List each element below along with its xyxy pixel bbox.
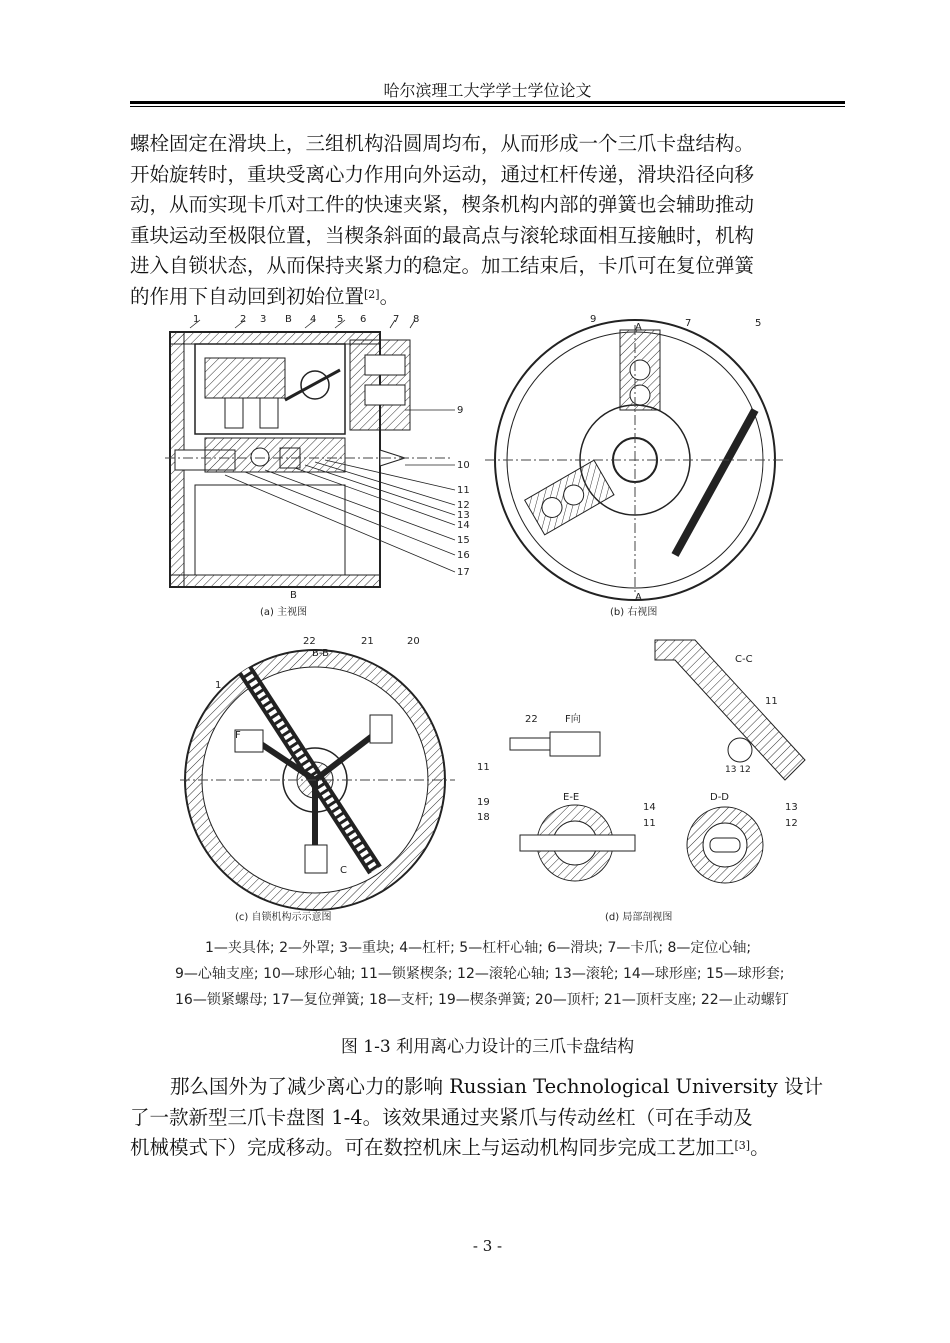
svg-text:12: 12 [457,500,470,511]
citation-3[interactable]: [3] [734,1139,751,1152]
subcaption-a: (a) 主视图 [260,607,308,618]
p1-line-4: 重块运动至极限位置，当楔条斜面的最高点与滚轮球面相互接触时，机构 [130,223,755,247]
svg-text:20: 20 [407,636,420,647]
svg-text:13: 13 [457,510,470,521]
label-f: F向 [565,714,581,725]
legend-line-2: 9—心轴支座; 10—球形心轴; 11—锁紧楔条; 12—滚轮心轴; 13—滚轮; 14—球形座; 15—球形套; [175,966,785,982]
label-cc: C-C [735,654,753,665]
svg-text:B: B [285,314,292,325]
svg-text:8: 8 [413,314,420,325]
subcaption-d: (d) 局部剖视图 [605,912,673,923]
p1-line-3: 动，从而实现卡爪对工件的快速夹紧，楔条机构内部的弹簧也会辅助推动 [130,193,755,216]
svg-text:C: C [340,865,347,876]
svg-text:F: F [235,730,241,741]
svg-text:12: 12 [785,818,798,829]
p2-line-1: 那么国外为了减少离心力的影响 Russian Technological University 设计 [170,1075,823,1098]
view-c-selflock [180,636,490,923]
svg-text:A: A [635,322,642,333]
page-header: 哈尔滨理工大学学士学位论文 [383,81,592,100]
svg-text:1: 1 [215,680,222,691]
citation-2[interactable]: [2] [364,287,380,301]
svg-text:13 12: 13 12 [725,765,751,775]
page-number: - 3 - [472,1237,503,1255]
svg-text:3: 3 [260,314,267,325]
svg-text:18: 18 [477,812,490,823]
svg-text:16: 16 [457,550,470,561]
label-dd: D-D [710,792,730,803]
svg-text:22: 22 [525,714,538,725]
subcaption-b: (b) 右视图 [610,607,658,618]
figure-legend [175,939,789,1008]
view-b-right [485,314,785,618]
svg-text:11: 11 [457,485,470,496]
figure-caption: 图 1-3 利用离心力设计的三爪卡盘结构 [340,1037,635,1057]
svg-text:11: 11 [765,696,778,707]
svg-text:21: 21 [361,636,374,647]
svg-text:5: 5 [755,318,762,329]
p1-line-1: 螺栓固定在滑块上，三组机构沿圆周均布，从而形成一个三爪卡盘结构。 [130,132,755,155]
svg-text:10: 10 [457,460,470,471]
subcaption-c: (c) 自锁机构示示意图 [235,912,332,923]
svg-text:5: 5 [337,314,344,325]
svg-text:14: 14 [643,802,656,813]
p1-line-6: 的作用下自动回到初始位置[2]。 [130,284,400,308]
p2-line-3: 机械模式下）完成移动。可在数控机床上与运动机构同步完成工艺加工[3]。 [130,1136,770,1159]
svg-text:1: 1 [193,314,200,325]
svg-text:15: 15 [457,535,470,546]
svg-text:2: 2 [240,314,247,325]
svg-text:B: B [290,590,297,601]
svg-text:9: 9 [457,405,464,416]
view-a-front [165,314,470,618]
svg-text:A: A [635,592,642,603]
svg-text:4: 4 [310,314,317,325]
svg-text:17: 17 [457,567,470,578]
svg-text:11: 11 [477,762,490,773]
paragraph-2 [130,1072,845,1164]
svg-text:13: 13 [785,802,798,813]
legend-line-3: 16—锁紧螺母; 17—复位弹簧; 18—支杆; 19—楔条弹簧; 20—顶杆; 21—顶杆支座; 22—止动螺钉 [175,992,789,1008]
svg-text:19: 19 [477,797,490,808]
header-rule-thin [130,106,845,107]
label-ee: E-E [563,792,580,803]
p1-line-5: 进入自锁状态，从而保持夹紧力的稳定。加工结束后，卡爪可在复位弹簧 [130,254,755,277]
svg-text:14: 14 [457,520,470,531]
svg-text:7: 7 [393,314,400,325]
view-d-sections [510,640,805,923]
svg-text:9: 9 [590,314,597,325]
figure-1-3 [165,310,815,1010]
p2-line-2: 了一款新型三爪卡盘图 1-4。该效果通过夹紧爪与传动丝杠（可在手动及 [130,1105,753,1129]
label-bb: B-B [312,648,329,659]
svg-text:6: 6 [360,314,367,325]
svg-text:11: 11 [643,818,656,829]
p1-line-2: 开始旋转时，重块受离心力作用向外运动，通过杠杆传递，滑块沿径向移 [130,162,755,186]
paragraph-1 [130,129,845,312]
header-rule-thick [130,101,845,104]
svg-text:22: 22 [303,636,316,647]
svg-text:7: 7 [685,318,692,329]
legend-line-1: 1—夹具体; 2—外罩; 3—重块; 4—杠杆; 5—杠杆心轴; 6—滑块; 7—卡爪; 8—定位心轴; [205,940,752,956]
